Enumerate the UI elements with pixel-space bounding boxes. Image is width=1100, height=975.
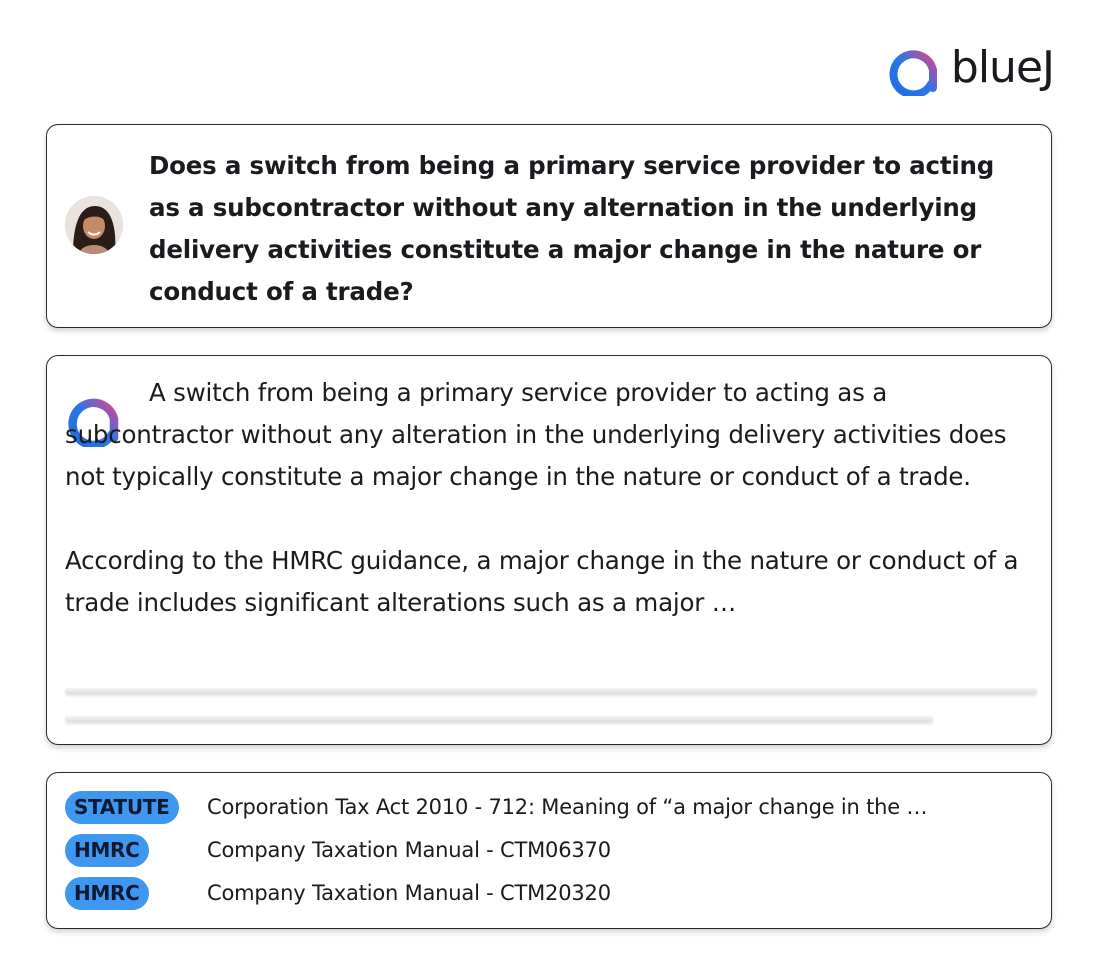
loading-skeleton-line — [65, 688, 1037, 694]
answer-text — [65, 372, 1035, 624]
sources-card — [46, 772, 1052, 929]
source-tag: HMRC — [65, 834, 149, 867]
answer-paragraph: A switch from being a primary service provider to acting as a subcontractor without any alteration in the underlying delivery activities does not typically constitute a major change in the nature or conduct of a trade. — [65, 378, 1007, 491]
source-title[interactable]: Company Taxation Manual - CTM06370 — [207, 838, 611, 862]
question-card — [46, 124, 1052, 328]
bluej-logo-icon — [887, 44, 939, 96]
loading-skeleton-line — [65, 716, 933, 722]
user-avatar — [65, 196, 123, 254]
source-item[interactable] — [65, 834, 611, 867]
source-item[interactable] — [65, 877, 611, 910]
source-title[interactable]: Corporation Tax Act 2010 - 712: Meaning of “a major change in the … — [207, 795, 928, 819]
bluej-logo — [887, 44, 1054, 96]
brand-name: blueJ — [950, 42, 1054, 93]
answer-paragraph: According to the HMRC guidance, a major change in the nature or conduct of a trade includes significant alterations such as a major … — [65, 546, 1019, 617]
source-title[interactable]: Company Taxation Manual - CTM20320 — [207, 881, 611, 905]
answer-card — [46, 355, 1052, 745]
source-item[interactable] — [65, 791, 928, 824]
question-text: Does a switch from being a primary service provider to acting as a subcontractor without any alternation in the underlying delivery activities constitute a major change in the nature or conduct of a trade? — [149, 151, 995, 306]
user-avatar-photo-icon — [65, 196, 123, 254]
source-tag: STATUTE — [65, 791, 179, 824]
source-tag: HMRC — [65, 877, 149, 910]
